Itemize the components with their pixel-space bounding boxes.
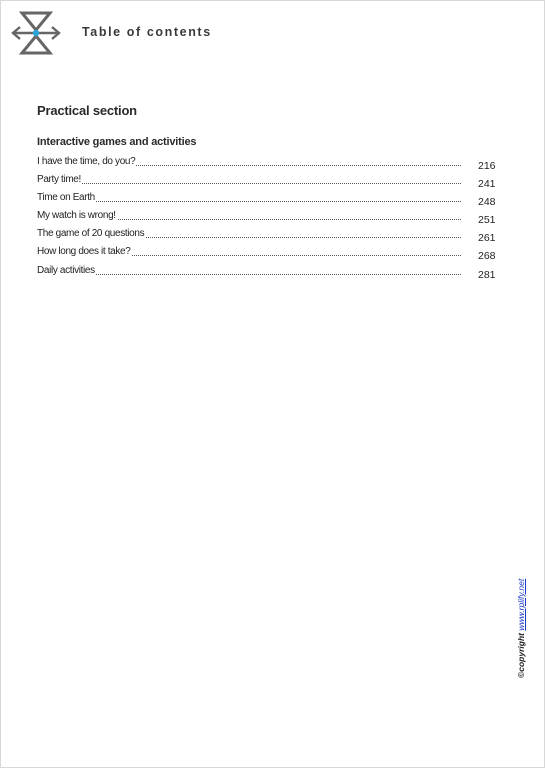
header-title: Table of contents: [82, 25, 212, 39]
toc-list: [37, 156, 497, 283]
toc-entry-title: How long does it take?: [37, 246, 131, 258]
toc-entry-page: 248: [478, 196, 496, 209]
toc-entry[interactable]: [37, 174, 497, 192]
dotted-leader: [37, 183, 461, 184]
toc-entry[interactable]: [37, 192, 497, 210]
toc-entry[interactable]: [37, 246, 497, 264]
toc-entry-title: I have the time, do you?: [37, 156, 136, 167]
toc-entry[interactable]: [37, 228, 497, 246]
toc-entry[interactable]: [37, 265, 497, 283]
toc-entry-page: 281: [478, 268, 496, 281]
copyright-notice: [516, 579, 526, 678]
toc-entry-page: 241: [478, 178, 496, 191]
toc-entry[interactable]: [37, 210, 497, 228]
toc-entry-title: My watch is wrong!: [37, 210, 116, 222]
dotted-leader: [37, 201, 461, 202]
toc-entry-page: 251: [478, 214, 496, 227]
toc-entry-title: The game of 20 questions: [37, 228, 145, 240]
hourglass-arrows-logo-icon: [11, 11, 61, 55]
toc-entry-title: Party time!: [37, 174, 81, 186]
toc-entry-title: Time on Earth: [37, 192, 95, 204]
toc-entry-page: 268: [478, 250, 496, 263]
dotted-leader: [37, 274, 461, 275]
toc-entry-title: Daily activities: [37, 264, 95, 276]
section-heading: Practical section: [37, 103, 137, 118]
copyright-link[interactable]: www.rplify.net: [516, 578, 526, 631]
toc-entry[interactable]: [37, 156, 497, 174]
toc-entry-page: 216: [478, 160, 496, 172]
copyright-label: ©copyright: [516, 633, 526, 678]
subsection-heading: Interactive games and activities: [37, 136, 197, 148]
toc-entry-page: 261: [478, 232, 496, 245]
